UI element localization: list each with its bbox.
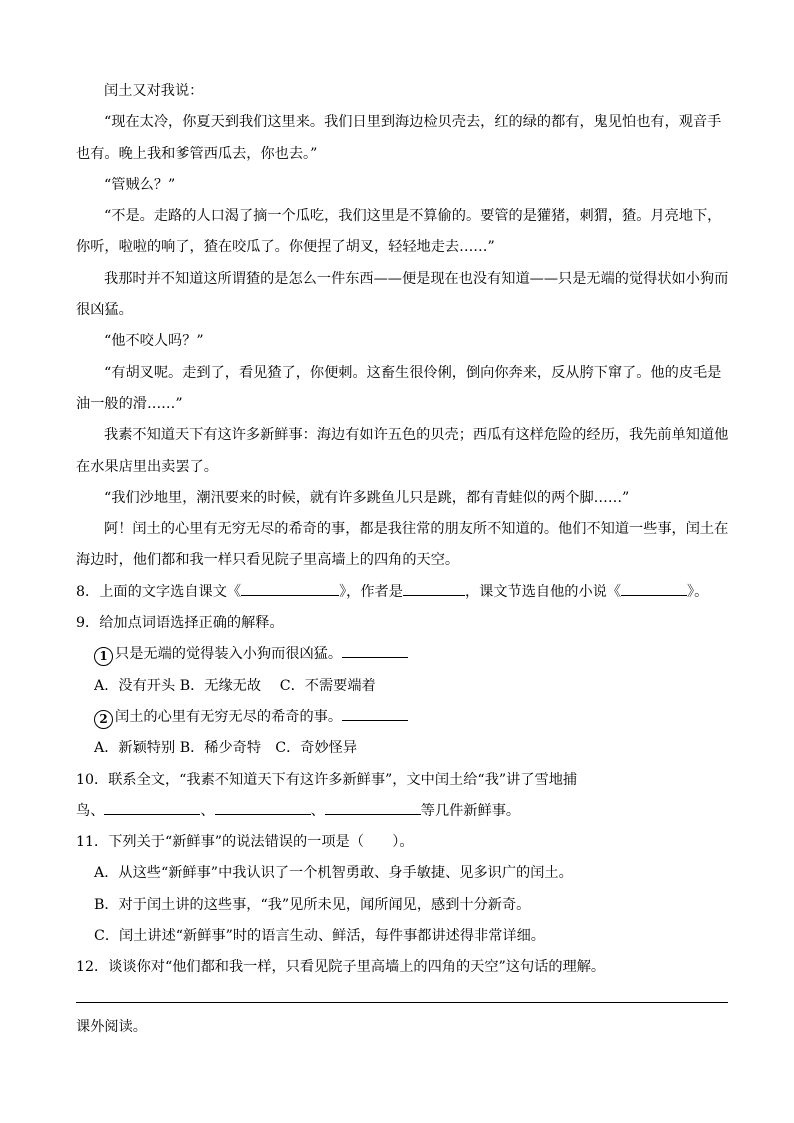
- question-9-item-2: [76, 702, 730, 733]
- passage-paragraph-7: “有胡叉呢。走到了，看见猹了，你便刺。这畜生很伶俐，倒向你奔来，反从胯下窜了。他的皮毛是油一般的滑……”: [76, 364, 722, 412]
- question-10-start: 鸟、: [76, 802, 105, 819]
- question-10-line-2: [76, 796, 730, 827]
- answer-blank-9-2[interactable]: [342, 706, 408, 721]
- passage-paragraph-3: “管贼么？”: [104, 176, 176, 193]
- question-9-stem: 9．给加点词语选择正确的解释。: [76, 615, 284, 632]
- question-8-part2: 》，作者是: [339, 583, 403, 600]
- question-8-part1: 8．上面的文字选自课文《: [76, 583, 242, 600]
- question-8-part4: 》。: [687, 583, 709, 600]
- answer-line-12[interactable]: [76, 1002, 728, 1003]
- question-11-stem: 11．下列关于“新鲜事”的说法错误的一项是（ ）。: [76, 834, 414, 851]
- question-11-option-c: C．闰土讲述“新鲜事”时的语言生动、鲜活，每件事都讲述得非常详细。: [94, 928, 545, 945]
- answer-blank-novel[interactable]: [621, 581, 687, 596]
- passage-paragraph-5: 我那时并不知道这所谓猹的是怎么一件东西——便是现在也没有知道——只是无端的觉得状如小狗而很凶猛。: [76, 270, 729, 319]
- question-9-item-1: [76, 639, 730, 670]
- question-8: [76, 577, 730, 608]
- passage-paragraph-8: 我素不知道天下有这许多新鲜事：海边有如许五色的贝壳；西瓜有这样危险的经历，我先前单知道他在水果店里出卖罢了。: [76, 427, 729, 475]
- passage-paragraph-2: “现在太冷，你夏天到我们这里来。我们日里到海边检贝壳去，红的绿的都有，鬼见怕也有，观音手也有。晚上我和爹管西瓜去，你也去。”: [76, 114, 722, 162]
- answer-blank-9-1[interactable]: [342, 643, 408, 658]
- passage-paragraph-9: “我们沙地里，潮汛要来的时候，就有许多跳鱼儿只是跳，都有青蛙似的两个脚……”: [104, 489, 630, 506]
- question-11-option-a: A．从这些“新鲜事”中我认识了一个机智勇敢、身手敏捷、见多识广的闰土。: [94, 865, 573, 882]
- circled-number-1: 1: [94, 647, 113, 666]
- question-9-item-1-text: 只是无端的觉得装入小狗而很凶猛。: [115, 646, 343, 663]
- question-10-line-1: 10．联系全文，“我素不知道天下有这许多新鲜事”，文中闰土给“我”讲了雪地捕: [76, 771, 578, 788]
- passage-paragraph-1: 闰土又对我说：: [104, 83, 204, 99]
- passage-paragraph-6: “他不咬人吗？”: [104, 333, 204, 350]
- answer-blank-author[interactable]: [403, 581, 465, 596]
- question-8-part3: ，课文节选自他的小说《: [464, 583, 622, 600]
- question-10-sep-1: 、: [200, 802, 215, 819]
- question-9-item-2-options: A．新颖特别 B．稀少奇特 C．奇妙怪异: [94, 740, 358, 757]
- passage-paragraph-10: 阿！闰土的心里有无穷无尽的希奇的事，都是我往常的朋友所不知道的。他们不知道一些事，闰土在海边时，他们都和我一样只看见院子里高墙上的四角的天空。: [76, 521, 729, 569]
- answer-blank-10-2[interactable]: [215, 800, 311, 815]
- passage-paragraph-4: “不是。走路的人口渴了摘一个瓜吃，我们这里是不算偷的。要管的是獾猪，刺猬，猹。月亮地下，你听，啦啦的响了，猹在咬瓜了。你便捏了胡叉，轻轻地走去……”: [76, 208, 722, 256]
- question-9-item-1-options: A．没有开头 B．无缘无故 C．不需要端着: [94, 677, 376, 694]
- question-10-end: 等几件新鲜事。: [420, 802, 521, 819]
- question-11-option-b: B．对于闰土讲的这些事，“我”见所未见，闻所闻见，感到十分新奇。: [94, 896, 531, 913]
- document-page: [76, 76, 730, 984]
- answer-blank-10-1[interactable]: [104, 800, 200, 815]
- question-12-stem: 12．谈谈你对“他们都和我一样，只看见院子里高墙上的四角的天空”这句话的理解。: [76, 959, 606, 976]
- circled-number-2: 2: [94, 710, 113, 729]
- section-title-extracurricular: 课外阅读。: [76, 1019, 147, 1035]
- answer-blank-10-3[interactable]: [325, 800, 421, 815]
- question-9-item-2-text: 闰土的心里有无穷无尽的希奇的事。: [115, 708, 343, 725]
- answer-blank-lesson[interactable]: [241, 581, 339, 596]
- question-10-sep-2: 、: [310, 802, 325, 819]
